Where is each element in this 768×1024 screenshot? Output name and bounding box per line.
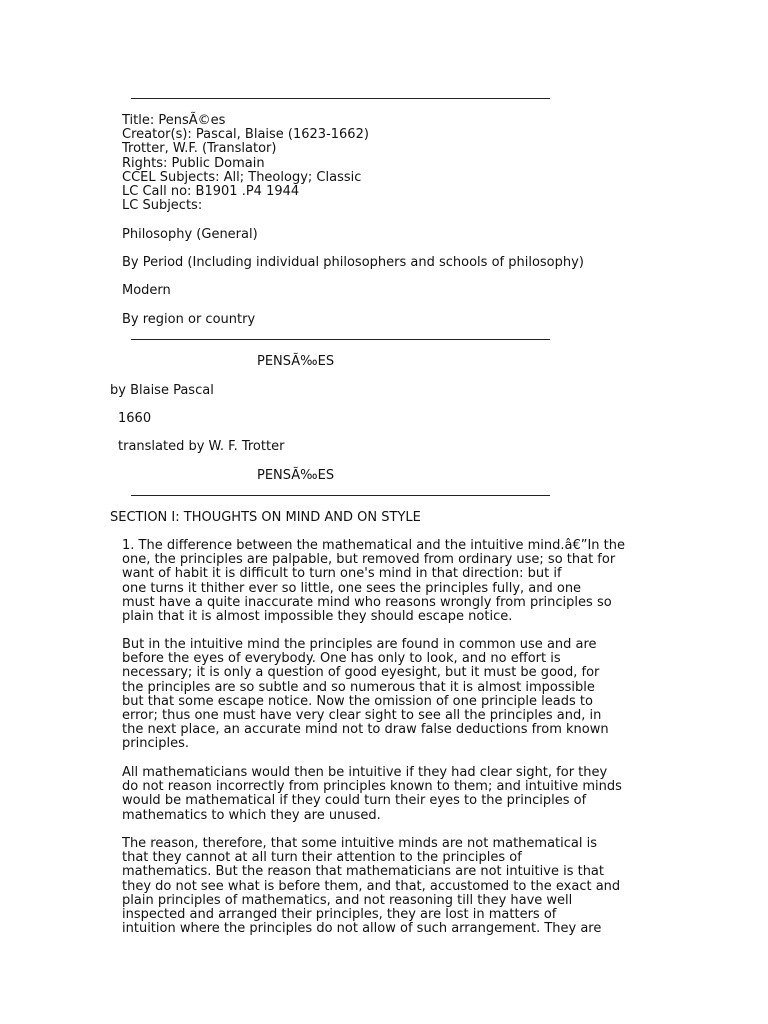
subject-item: By region or country — [122, 312, 256, 327]
horizontal-rule — [131, 339, 550, 340]
metadata-creators: Creator(s): Pascal, Blaise (1623-1662) — [122, 127, 369, 143]
paragraph-line: 1. The difference between the mathematical and the intuitive mind.â€”In the — [122, 538, 626, 553]
subject-item: Modern — [122, 283, 171, 298]
subject-item: Philosophy (General) — [122, 227, 258, 242]
paragraph-line: error; thus one must have very clear sight to see all the principles and, in — [122, 708, 602, 724]
metadata-ccel-subjects: CCEL Subjects: All; Theology; Classic — [122, 169, 362, 185]
paragraph-line: mathematics. But the reason that mathematicians are not intuitive is that — [122, 864, 604, 880]
paragraph-line: one, the principles are palpable, but removed from ordinary use; so that for — [122, 552, 616, 568]
paragraph-line: intuition where the principles do not allow of such arrangement. They are — [122, 921, 602, 937]
paragraph-line: the next place, an accurate mind not to draw false deductions from known — [122, 722, 609, 738]
paragraph-line: one turns it thither ever so little, one sees the principles fully, and one — [122, 580, 582, 596]
paragraph-line: before the eyes of everybody. One has only to look, and no effort is — [122, 651, 561, 667]
paragraph-line: but that some escape notice. Now the omission of one principle leads to — [122, 693, 593, 709]
title-heading: PENSÃ‰ES — [257, 354, 335, 369]
paragraph-line: that they cannot at all turn their attention to the principles of — [122, 850, 522, 866]
metadata-translator: Trotter, W.F. (Translator) — [122, 141, 277, 157]
horizontal-rule — [131, 98, 550, 99]
paragraph-line: want of habit it is difficult to turn one's mind in that direction: but if — [122, 566, 562, 582]
metadata-block — [122, 114, 369, 213]
paragraph — [122, 539, 625, 624]
horizontal-rule — [131, 495, 550, 496]
paragraph-line: But in the intuitive mind the principles are found in common use and are — [122, 637, 597, 652]
translator-line: translated by W. F. Trotter — [118, 439, 285, 454]
paragraph-line: would be mathematical if they could turn their eyes to the principles of — [122, 793, 587, 809]
paragraph-line: do not reason incorrectly from principles known to them; and intuitive minds — [122, 779, 622, 795]
paragraph-line: All mathematicians would then be intuitive if they had clear sight, for they — [122, 765, 608, 780]
paragraph — [122, 837, 620, 936]
paragraph-line: the principles are so subtle and so numerous that it is almost impossible — [122, 679, 595, 695]
title-heading: PENSÃ‰ES — [257, 468, 335, 483]
metadata-lc-call-no: LC Call no: B1901 .P4 1944 — [122, 184, 300, 200]
metadata-title: Title: PensÃ©es — [122, 113, 226, 128]
metadata-rights: Rights: Public Domain — [122, 155, 265, 171]
paragraph-line: inspected and arranged their principles, they are lost in matters of — [122, 907, 557, 923]
paragraph — [122, 766, 622, 823]
paragraph-line: principles. — [122, 736, 189, 752]
paragraph-line: they do not see what is before them, and that, accustomed to the exact and — [122, 878, 621, 894]
paragraph-line: necessary; it is only a question of good eyesight, but it must be good, for — [122, 665, 600, 681]
paragraph-line: mathematics to which they are unused. — [122, 807, 381, 823]
subject-item: By Period (Including individual philosophers and schools of philosophy) — [122, 255, 584, 270]
metadata-lc-subjects: LC Subjects: — [122, 198, 203, 214]
paragraph-line: plain principles of mathematics, and not reasoning till they have well — [122, 892, 573, 908]
section-heading: SECTION I: THOUGHTS ON MIND AND ON STYLE — [110, 510, 421, 525]
paragraph-line: plain that it is almost impossible they should escape notice. — [122, 609, 513, 625]
paragraph — [122, 638, 609, 752]
year-line: 1660 — [118, 411, 152, 426]
paragraph-line: The reason, therefore, that some intuitive minds are not mathematical is — [122, 836, 597, 851]
author-line: by Blaise Pascal — [110, 383, 214, 398]
paragraph-line: must have a quite inaccurate mind who reasons wrongly from principles so — [122, 594, 612, 610]
